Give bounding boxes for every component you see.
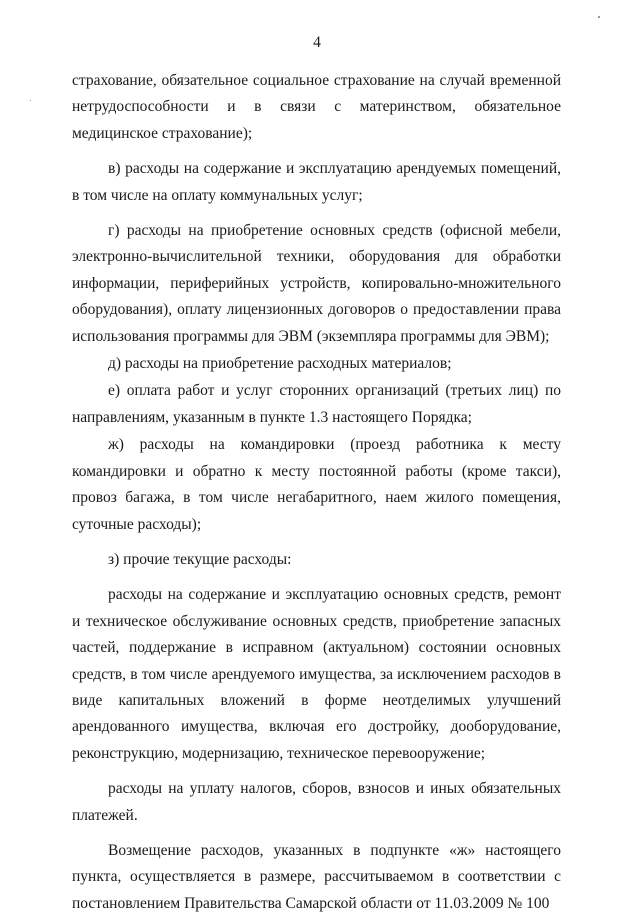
paragraph-reimbursement: Возмещение расходов, указанных в подпункте «ж» настоящего пункта, осуществляется в размере, рассчитываемом в соответствии с постановлением Правительства Самарской области от 11.03.2009 № 100 bbox=[72, 841, 561, 912]
paragraph-tax-expenses: расходы на уплату налогов, сборов, взносов и иных обязательных платежей. bbox=[72, 780, 561, 824]
scan-speck bbox=[598, 16, 600, 18]
paragraph-item-g: г) расходы на приобретение основных средств (офисной мебели, электронно-вычислительной техники, оборудования для обработки информации, периферийных устройств, копировально-множительного оборудования), оплату лицензионных договоров о предоставлении права использования программы для ЭВМ (экземпляра программы для ЭВМ); bbox=[72, 222, 561, 345]
page-number: 4 bbox=[313, 34, 321, 51]
scan-speck bbox=[30, 100, 31, 101]
document-body bbox=[72, 68, 561, 917]
paragraph-item-e: е) оплата работ и услуг сторонних организаций (третьих лиц) по направлениям, указанным в пункте 1.3 настоящего Порядка; bbox=[72, 382, 561, 426]
paragraph-item-v: в) расходы на содержание и эксплуатацию арендуемых помещений, в том числе на оплату коммунальных услуг; bbox=[72, 160, 561, 204]
paragraph-item-z: з) прочие текущие расходы: bbox=[108, 550, 292, 568]
paragraph-item-d: д) расходы на приобретение расходных материалов; bbox=[108, 355, 452, 373]
paragraph-item-zh: ж) расходы на командировки (проезд работника к месту командировки и обратно к месту постоянной работы (кроме такси), провоз багажа, в том числе негабаритного, наем жилого помещения, суточные расходы); bbox=[72, 436, 561, 533]
paragraph-maintenance-expenses: расходы на содержание и эксплуатацию основных средств, ремонт и техническое обслуживание основных средств, приобретение запасных частей, поддержание в исправном (актуальном) состоянии основных средств, в том числе арендуемого имущества, за исключением расходов в виде капитальных вложений в форме неотделимых улучшений арендованного имущества, включая его достройку, дооборудование, реконструкцию, модернизацию, техническое перевооружение; bbox=[72, 586, 561, 762]
paragraph-insurance-continuation: страхование, обязательное социальное страхование на случай временной нетрудоспособности и в связи с материнством, обязательное медицинское страхование); bbox=[72, 72, 561, 142]
